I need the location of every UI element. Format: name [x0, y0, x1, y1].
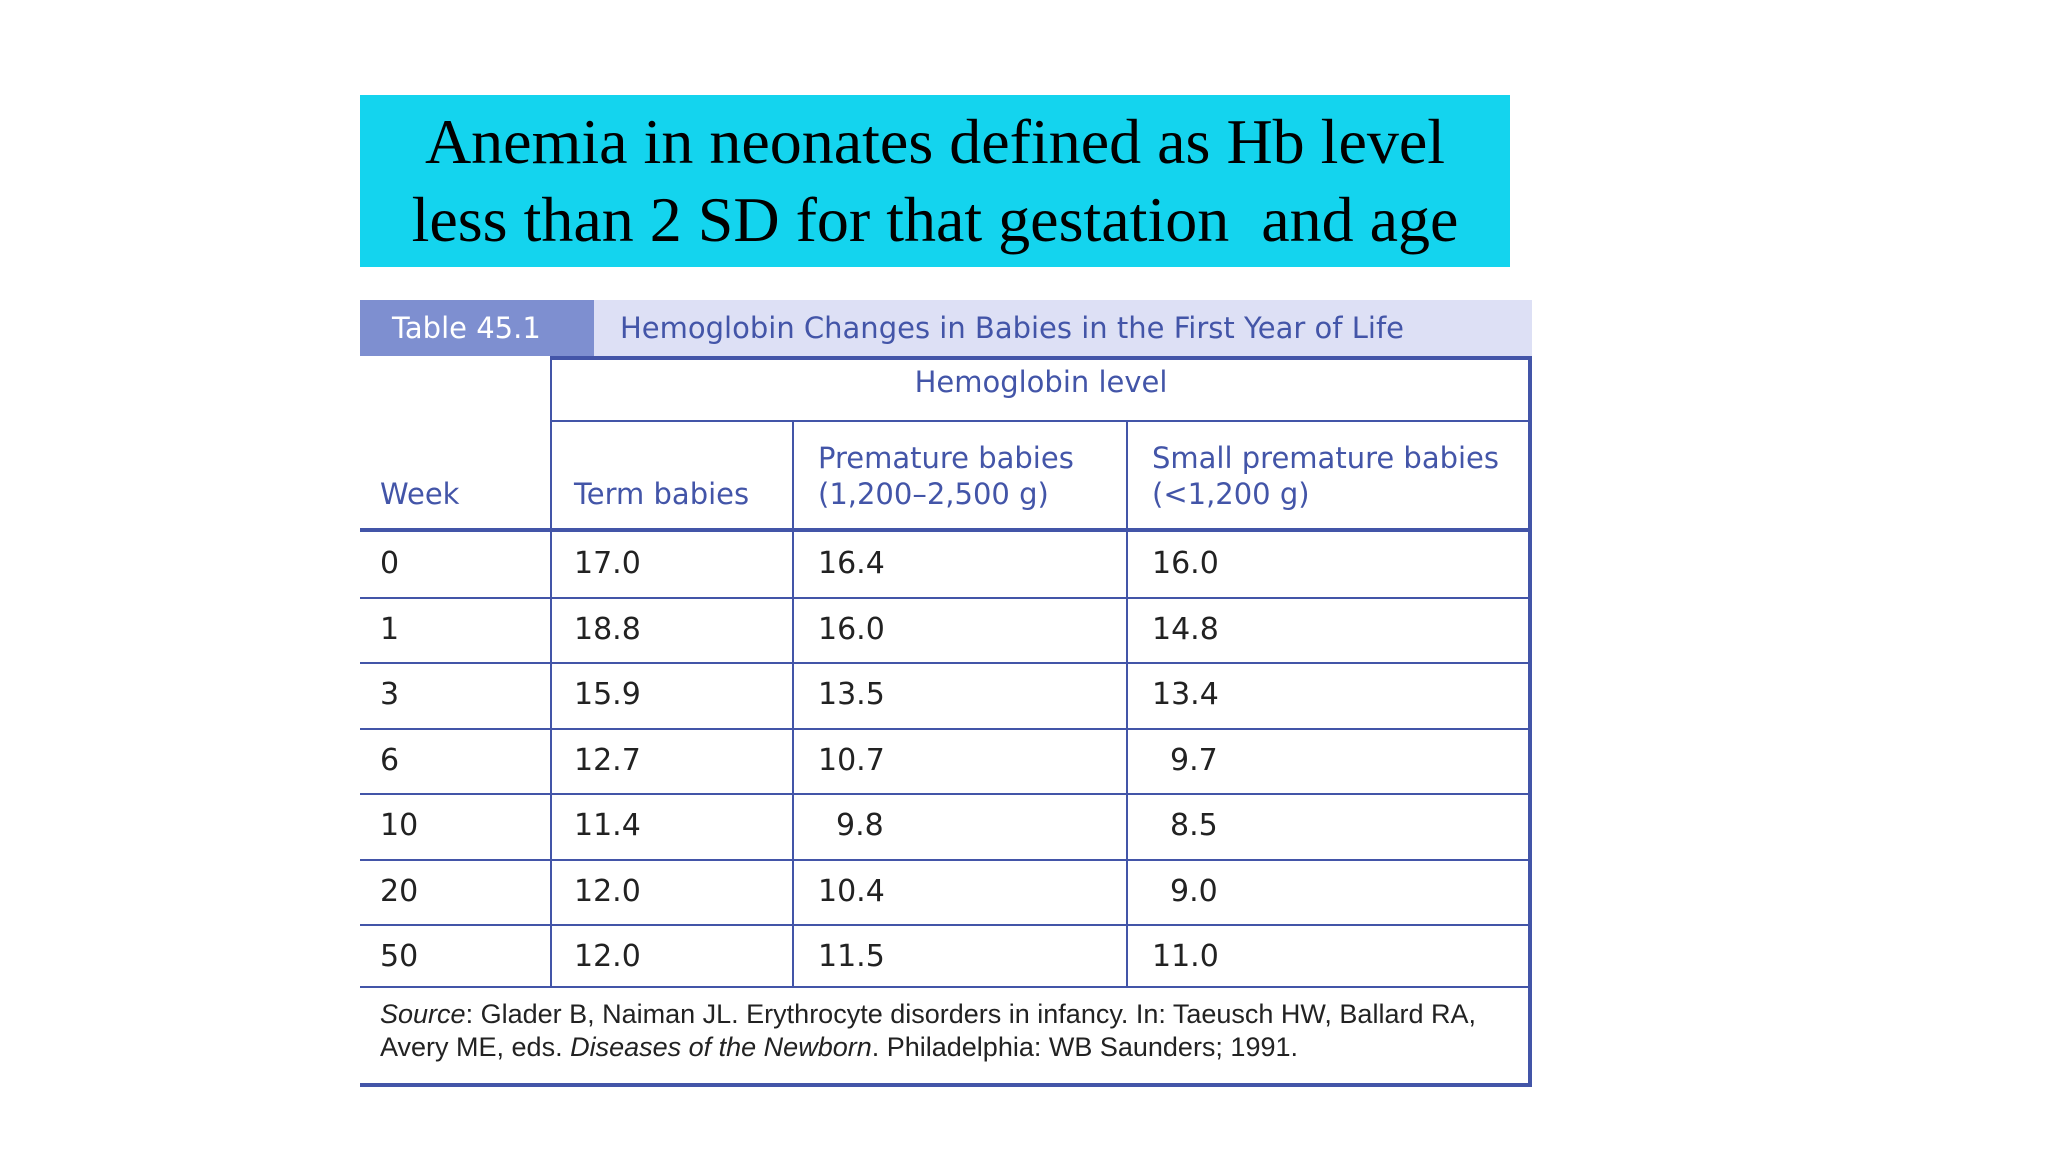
- small-premature-cell: 9.0: [1170, 873, 1218, 909]
- group-header-rule: [550, 420, 1528, 422]
- column-header-rule: [360, 528, 1528, 532]
- source-book-title: Diseases of the Newborn: [570, 1032, 872, 1062]
- table-title: Hemoglobin Changes in Babies in the First Year of Life: [620, 311, 1404, 345]
- premature-cell: 11.5: [818, 939, 885, 974]
- table-right-rule: [1528, 356, 1532, 1087]
- week-cell: 50: [380, 939, 419, 974]
- term-cell: 17.0: [574, 546, 641, 581]
- small-premature-cell: 16.0: [1152, 546, 1219, 581]
- table-grid: [360, 356, 1532, 1087]
- table-source-note: [380, 998, 1520, 1064]
- term-cell: 11.4: [574, 808, 641, 843]
- column-divider-term: [792, 420, 794, 987]
- week-cell: 20: [380, 873, 419, 909]
- week-cell: 3: [380, 677, 400, 712]
- week-cell: 1: [380, 611, 400, 647]
- small-premature-column-header-line1: Small premature babies: [1152, 441, 1500, 475]
- row-divider: [360, 793, 1528, 795]
- term-cell: 18.8: [574, 611, 641, 647]
- table-number-label: Table 45.1: [360, 300, 594, 356]
- premature-cell: 10.7: [818, 742, 885, 778]
- hemoglobin-table: [360, 300, 1532, 1087]
- row-divider: [360, 728, 1528, 730]
- small-premature-cell: 11.0: [1152, 939, 1219, 974]
- week-cell: 6: [380, 742, 400, 778]
- term-cell: 15.9: [574, 677, 641, 712]
- premature-column-header-line1: Premature babies: [818, 441, 1074, 475]
- hemoglobin-level-header: Hemoglobin level: [914, 365, 1168, 399]
- small-premature-cell: 13.4: [1152, 677, 1219, 712]
- row-divider: [360, 924, 1528, 926]
- premature-column-header-line2: (1,200–2,500 g): [818, 477, 1049, 511]
- column-divider-week: [550, 356, 552, 987]
- week-cell: 0: [380, 546, 400, 581]
- premature-cell: 13.5: [818, 677, 885, 712]
- term-cell: 12.7: [574, 742, 641, 778]
- small-premature-column-header-line2: (<1,200 g): [1152, 477, 1310, 511]
- body-bottom-rule: [360, 986, 1528, 988]
- small-premature-cell: 14.8: [1152, 611, 1219, 647]
- column-divider-premature: [1126, 420, 1128, 987]
- row-divider: [360, 859, 1528, 861]
- source-label: Source: [380, 999, 466, 1029]
- premature-cell: 16.4: [818, 546, 885, 581]
- slide-title-box: [360, 95, 1510, 267]
- table-top-rule: [550, 356, 1532, 360]
- source-text-1: : Glader B, Naiman JL. Erythrocyte disorders in infancy. In: Taeusch HW, Ballard RA, Avery ME, eds.: [380, 999, 1476, 1062]
- premature-cell: 10.4: [818, 873, 885, 909]
- week-cell: 10: [380, 808, 419, 843]
- term-column-header: Term babies: [574, 477, 750, 511]
- slide-title-line-1: Anemia in neonates defined as Hb level: [424, 106, 1446, 177]
- small-premature-cell: 8.5: [1170, 808, 1218, 843]
- slide-title-line-2: less than 2 SD for that gestation and age: [411, 184, 1459, 255]
- row-divider: [360, 662, 1528, 664]
- small-premature-cell: 9.7: [1170, 742, 1218, 778]
- term-cell: 12.0: [574, 939, 641, 974]
- row-divider: [360, 597, 1528, 599]
- source-text-2: . Philadelphia: WB Saunders; 1991.: [871, 1032, 1298, 1062]
- premature-cell: 9.8: [836, 808, 884, 843]
- table-caption: [360, 300, 1532, 356]
- table-bottom-rule: [360, 1083, 1532, 1087]
- week-column-header: Week: [380, 477, 460, 511]
- premature-cell: 16.0: [818, 611, 885, 647]
- term-cell: 12.0: [574, 873, 641, 909]
